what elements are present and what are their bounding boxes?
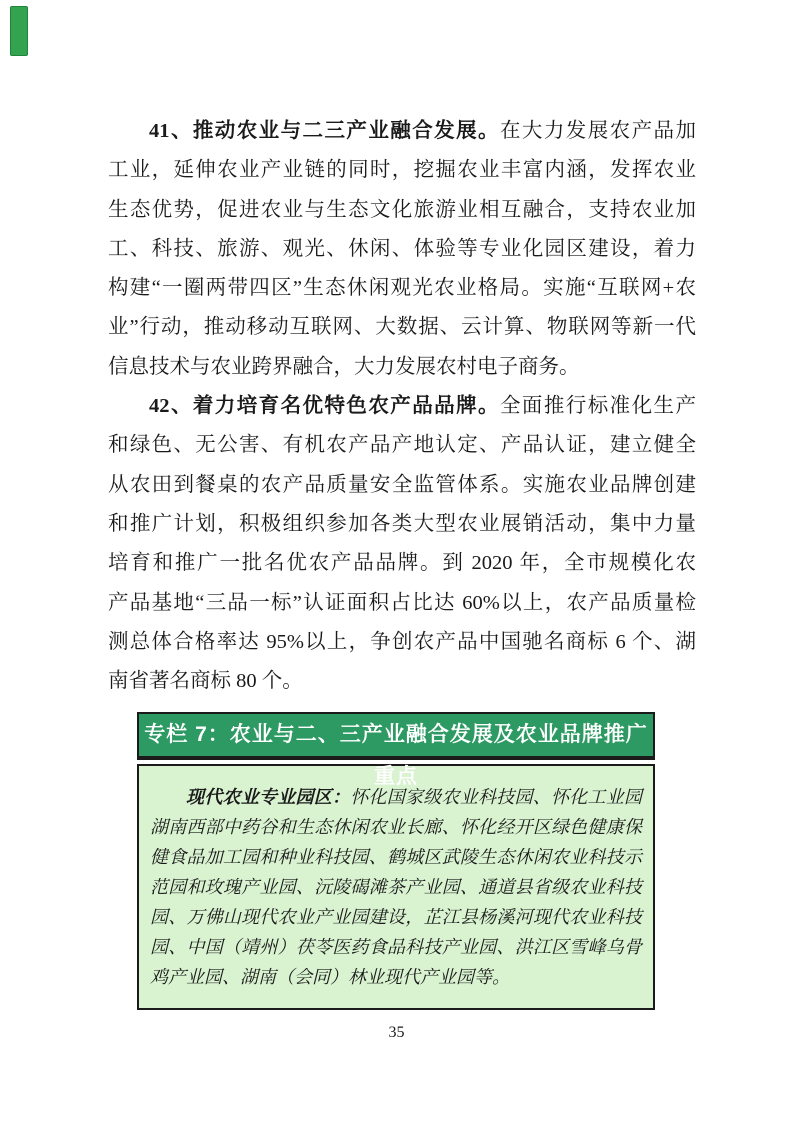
text-line: 产品基地“三品一标”认证面积占比达 60%以上，农产品质量检 <box>108 591 696 614</box>
text-line: 南省著名商标 80 个。 <box>108 670 303 693</box>
paragraph-41-first-line <box>108 112 696 151</box>
paragraph-41-heading: 41、推动农业与二三产业融合发展。 <box>149 120 500 142</box>
column-7-box-title: 专栏 7：农业与二、三产业融合发展及农业品牌推广重点 <box>137 712 655 760</box>
text-line: 和绿色、无公害、有机农产品产地认定、产品认证，建立健全 <box>108 434 696 457</box>
paragraph-42-first-line <box>108 387 696 426</box>
text-line: 健食品加工园和种业科技园、鹤城区武陵生态休闲农业科技示 <box>150 847 642 867</box>
text-line: 园、中国（靖州）茯苓医药食品科技产业园、洪江区雪峰乌骨 <box>150 937 642 957</box>
column-7-box-body <box>137 764 655 1010</box>
bookmark-tab-icon[interactable] <box>10 6 28 56</box>
text-line: 生态优势，促进农业与生态文化旅游业相互融合，支持农业加 <box>108 198 696 221</box>
text-line: 和推广计划，积极组织参加各类大型农业展销活动，集中力量 <box>108 512 696 535</box>
paragraph-42-first-line-rest: 全面推行标准化生产 <box>500 395 696 418</box>
text-line: 构建“一圈两带四区”生态休闲观光农业格局。实施“互联网+农 <box>108 277 696 300</box>
paragraph-41-lines <box>108 151 696 387</box>
box-first-line-rest: 怀化国家级农业科技园、怀化工业园 <box>350 787 642 807</box>
paragraph-41 <box>108 112 696 387</box>
paragraph-41-first-line-rest: 在大力发展农产品加 <box>500 120 696 142</box>
paragraph-42-heading: 42、着力培育名优特色农产品品牌。 <box>149 395 500 418</box>
text-line: 园、万佛山现代农业产业园建设，芷江县杨溪河现代农业科技 <box>150 907 642 927</box>
text-line: 测总体合格率达 95%以上，争创农产品中国驰名商标 6 个、湖 <box>108 630 696 653</box>
box-body-heading: 现代农业专业园区： <box>186 787 351 807</box>
text-line: 业”行动，推动移动互联网、大数据、云计算、物联网等新一代 <box>108 316 696 339</box>
paragraph-42-lines <box>108 426 696 701</box>
text-line: 培育和推广一批名优农产品品牌。到 2020 年，全市规模化农 <box>108 552 696 575</box>
box-first-line <box>150 782 642 812</box>
page-number: 35 <box>388 1024 405 1041</box>
text-line: 范园和玫瑰产业园、沅陵碣滩茶产业园、通道县省级农业科技 <box>150 877 642 897</box>
column-7-box <box>137 712 655 1010</box>
text-line: 从农田到餐桌的农产品质量安全监管体系。实施农业品牌创建 <box>108 473 696 496</box>
main-text <box>108 112 696 701</box>
text-line: 工业，延伸农业产业链的同时，挖掘农业丰富内涵，发挥农业 <box>108 159 696 182</box>
text-line: 工、科技、旅游、观光、休闲、体验等专业化园区建设，着力 <box>108 237 696 260</box>
text-line: 信息技术与农业跨界融合，大力发展农村电子商务。 <box>108 355 580 378</box>
text-line: 鸡产业园、湖南（会同）林业现代产业园等。 <box>150 967 510 987</box>
box-body-lines <box>150 812 642 992</box>
paragraph-42 <box>108 387 696 701</box>
text-line: 湖南西部中药谷和生态休闲农业长廊、怀化经开区绿色健康保 <box>150 817 642 837</box>
